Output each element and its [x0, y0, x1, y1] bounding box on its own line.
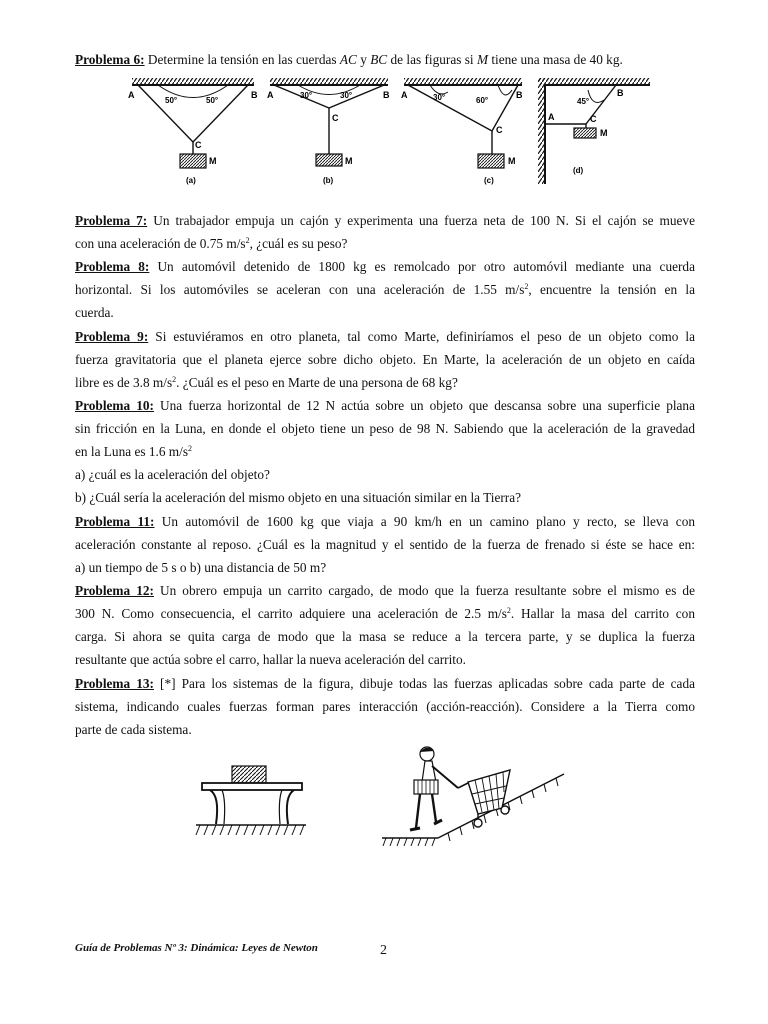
svg-text:30°: 30° [433, 93, 446, 102]
svg-text:B: B [383, 90, 390, 100]
svg-text:50°: 50° [165, 96, 178, 105]
problem-7-line-1: Problema 7: Un trabajador empuja un cajón y experimenta una fuerza neta de 100 N. Si el cajón se mueve [75, 213, 695, 228]
svg-text:M: M [345, 156, 353, 166]
svg-text:C: C [590, 114, 597, 124]
svg-text:(d): (d) [573, 166, 584, 175]
svg-text:A: A [128, 90, 135, 100]
svg-text:A: A [267, 90, 274, 100]
problem-11-line-2: aceleración constante al reposo. ¿Cuál es la magnitud y el sentido de la fuerza de frenado si éste se hace en: [75, 537, 695, 552]
svg-text:50°: 50° [206, 96, 219, 105]
svg-text:30°: 30° [300, 91, 313, 100]
figure-b [267, 78, 390, 185]
problem-7-line-2: con una aceleración de 0.75 $m/s^2$, ¿cuál es su peso? [75, 236, 348, 251]
problem-9-line-3: libre es de 3.8 $m/s^2$. ¿Cuál es el peso en Marte de una persona de 68 kg? [75, 375, 458, 390]
svg-text:B: B [516, 90, 523, 100]
problem-8-line-3: cuerda. [75, 305, 114, 320]
svg-text:C: C [496, 125, 503, 135]
svg-text:60°: 60° [476, 96, 489, 105]
figure-c [401, 78, 523, 185]
problem-13-line-2: sistema, indicando cuales fuerzas forman pares interacción (acción-reacción). Considere a la Tierra como [75, 699, 695, 714]
problem-13-line-3: parte de cada sistema. [75, 722, 192, 737]
svg-text:(b): (b) [323, 176, 334, 185]
problem-12-line-1: Problema 12: Un obrero empuja un carrito cargado, de modo que la fuerza resultante sobre el mismo es de [75, 583, 695, 598]
problem-10-line-3: en la Luna es 1.6 $m/s^2$ [75, 444, 192, 459]
problem-12-line-3: carga. Si ahora se quita carga de modo que la masa se reduce a la tercera parte, y se duplica la fuerza [75, 629, 695, 644]
rope-tension-figures [118, 76, 658, 188]
figure-a [128, 78, 258, 185]
problem-6-label: Problema 6: [75, 52, 145, 67]
svg-text:30°: 30° [340, 91, 353, 100]
page-number: 2 [380, 943, 387, 958]
svg-text:(c): (c) [484, 176, 494, 185]
problem-12-line-4: resultante que actúa sobre el carro, hallar la nueva aceleración del carrito. [75, 652, 466, 667]
footer-guide-title: Guía de Problemas Nº 3: Dinámica: Leyes de Newton [75, 942, 318, 954]
svg-text:A: A [401, 90, 408, 100]
table-with-box-figure [192, 760, 322, 845]
svg-text:M: M [209, 156, 217, 166]
svg-text:45°: 45° [577, 97, 590, 106]
svg-text:C: C [332, 113, 339, 123]
problem-10-line-2: sin fricción en la Luna, en donde el objeto tiene un peso de 98 N. Sabiendo que la aceleración de la gravedad [75, 421, 695, 436]
problem-11-line-1: Problema 11: Un automóvil de 1600 kg que viaja a 90 km/h en un camino plano y recto, se lleva con [75, 514, 695, 529]
problem-6-text: Problema 6: Determine la tensión en las cuerdas AC y BC de las figuras si M tiene una masa de 40 kg. [75, 52, 623, 67]
person-pushing-cart-figure [378, 742, 568, 852]
problem-10-part-b: b) ¿Cuál sería la aceleración del mismo objeto en una situación similar en la Tierra? [75, 490, 522, 505]
svg-text:(a): (a) [186, 176, 196, 185]
problem-9-line-2: fuerza gravitatoria que el planeta ejerce sobre dicho objeto. En Marte, la aceleración de un objeto en caída [75, 352, 695, 367]
svg-text:A: A [548, 112, 555, 122]
problem-8-line-2: horizontal. Si los automóviles se aceleran con una aceleración de 1.55 $m/s^2$, encuentre la tensión en la [75, 282, 695, 297]
problem-10-line-1: Problema 10: Una fuerza horizontal de 12 N actúa sobre un objeto que descansa sobre una superficie plana [75, 398, 695, 413]
figure-d [538, 78, 650, 184]
svg-text:B: B [617, 88, 624, 98]
problem-9-line-1: Problema 9: Si estuviéramos en otro planeta, tal como Marte, definiríamos el peso de un objeto como la [75, 329, 695, 344]
problem-12-line-2: 300 N. Como consecuencia, el carrito adquiere una aceleración de 2.5 $m/s^2$. Hallar la masa del carrito con [75, 606, 695, 621]
svg-text:B: B [251, 90, 258, 100]
problem-11-line-3: a) un tiempo de 5 s o b) una distancia de 50 m? [75, 560, 327, 575]
problem-13-line-1: Problema 13: [*] Para los sistemas de la figura, dibuje todas las fuerzas aplicadas sobre cada parte de cada [75, 676, 695, 691]
svg-text:M: M [600, 128, 608, 138]
svg-text:M: M [508, 156, 516, 166]
problem-10-part-a: a) ¿cuál es la aceleración del objeto? [75, 467, 270, 482]
problem-8-line-1: Problema 8: Un automóvil detenido de 1800 kg es remolcado por otro automóvil mediante una cuerda [75, 259, 695, 274]
svg-text:C: C [195, 140, 202, 150]
